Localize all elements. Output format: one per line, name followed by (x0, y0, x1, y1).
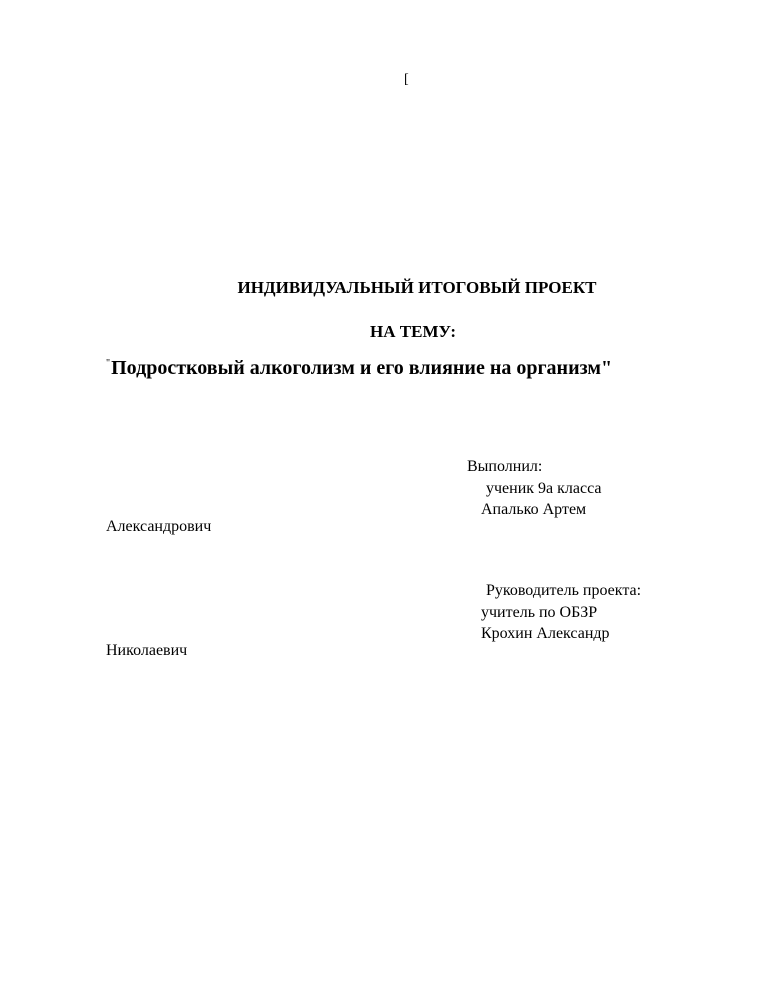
supervisor-name: Крохин Александр (481, 625, 610, 642)
student-patronymic: Александрович (106, 518, 212, 535)
topic-open-quote: " (106, 358, 111, 369)
document-title: ИНДИВИДУАЛЬНЫЙ ИТОГОВЫЙ ПРОЕКТ (237, 278, 597, 297)
performed-by-label: Выполнил: (467, 458, 543, 475)
topic-text: Подростковый алкоголизм и его влияние на организм" (111, 357, 613, 379)
student-name: Апалько Артем (481, 501, 587, 518)
project-topic (106, 358, 612, 378)
student-class: ученик 9а класса (486, 480, 602, 497)
supervisor-patronymic: Николаевич (106, 642, 188, 659)
supervisor-label: Руководитель проекта: (486, 582, 642, 599)
supervisor-role: учитель по ОБЗР (481, 604, 598, 621)
top-bracket-mark: [ (404, 72, 409, 87)
document-subtitle: НА ТЕМУ: (370, 322, 456, 341)
